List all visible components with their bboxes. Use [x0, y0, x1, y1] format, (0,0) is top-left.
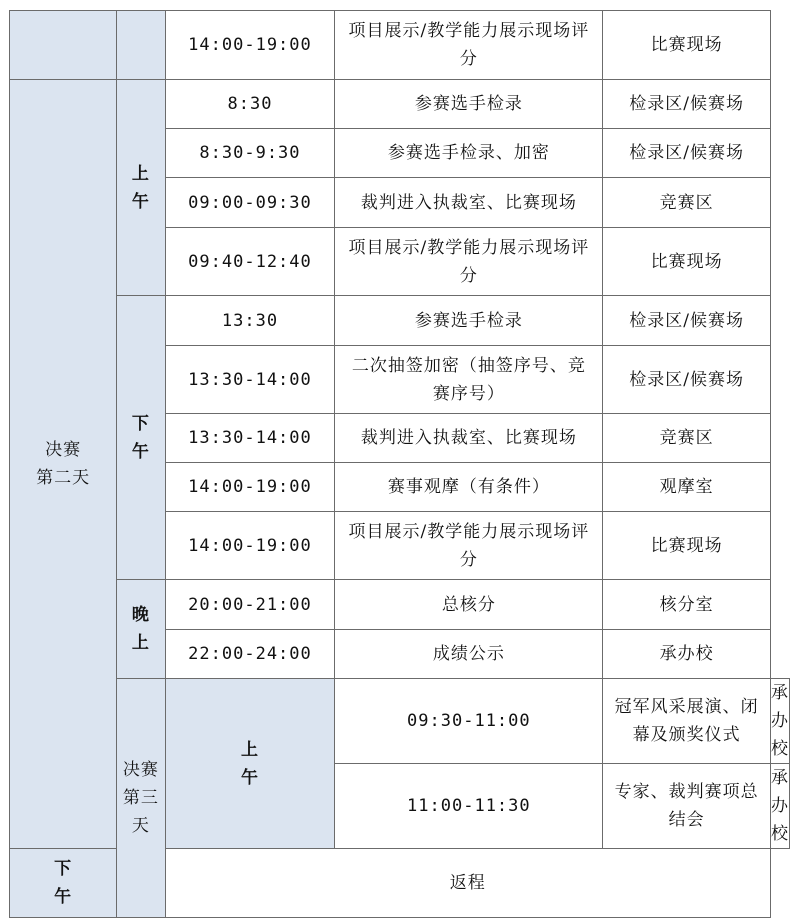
- event-text: 成绩公示: [432, 644, 505, 664]
- event-text: 冠军风采展演、闭幕及颁奖仪式: [614, 697, 759, 745]
- location-cell: 竞赛区: [603, 178, 771, 228]
- table-row: [10, 580, 790, 630]
- period-cell-empty: [117, 11, 165, 80]
- time-cell: 13:30: [165, 296, 335, 346]
- event-cell: [335, 346, 603, 414]
- day-label-line1: 决赛: [122, 760, 159, 780]
- event-text: 总核分: [441, 594, 496, 615]
- event-text: 项目展示/教学能力展示现场评分: [348, 237, 590, 286]
- event-cell: [335, 11, 603, 80]
- period-label-line1: 下: [131, 413, 150, 434]
- location-cell: 承办校: [771, 679, 790, 764]
- period-label-afternoon: [10, 849, 117, 918]
- event-cell-merged: 返程: [165, 849, 770, 918]
- event-cell: [335, 414, 603, 463]
- time-cell: 13:30-14:00: [165, 346, 335, 414]
- event-text: 参赛选手检录: [414, 310, 523, 331]
- period-label-evening: [117, 580, 165, 679]
- time-cell: 8:30-9:30: [165, 129, 335, 178]
- location-cell: 比赛现场: [603, 11, 771, 80]
- time-cell: 14:00-19:00: [165, 11, 335, 80]
- table-row: [10, 11, 790, 80]
- event-text: 参赛选手检录、加密: [387, 143, 550, 163]
- location-cell: 检录区/候赛场: [603, 296, 771, 346]
- schedule-table: [9, 10, 790, 918]
- event-text: 项目展示/教学能力展示现场评分: [348, 21, 590, 69]
- event-cell: [603, 764, 771, 849]
- period-label-line1: 晚: [131, 605, 150, 625]
- location-cell: 检录区/候赛场: [603, 129, 771, 178]
- table-row: [10, 296, 790, 346]
- period-label-line2: 上: [131, 633, 150, 653]
- day-label-line1: 决赛: [45, 440, 82, 460]
- day-cell-empty: [10, 11, 117, 80]
- location-cell: 比赛现场: [603, 512, 771, 580]
- event-cell: [335, 463, 603, 512]
- time-cell: 22:00-24:00: [165, 630, 335, 679]
- period-label-line1: 下: [54, 859, 73, 879]
- time-cell: 09:00-09:30: [165, 178, 335, 228]
- event-cell: [335, 228, 603, 296]
- event-text: 专家、裁判赛项总结会: [614, 782, 759, 830]
- table-row: [10, 80, 790, 129]
- period-label-line2: 午: [54, 887, 73, 907]
- period-label-morning: [117, 80, 165, 296]
- event-text: 赛事观摩（有条件）: [387, 477, 550, 497]
- location-cell: 核分室: [603, 580, 771, 630]
- period-label-line2: 午: [131, 191, 150, 212]
- event-cell: [335, 296, 603, 346]
- period-label-line1: 上: [131, 163, 150, 184]
- location-cell: 承办校: [603, 630, 771, 679]
- day-label-line2: 第二天: [36, 468, 91, 488]
- time-cell: 09:30-11:00: [335, 679, 603, 764]
- time-cell: 14:00-19:00: [165, 512, 335, 580]
- location-cell: 比赛现场: [603, 228, 771, 296]
- event-cell: [335, 630, 603, 679]
- location-cell: 竞赛区: [603, 414, 771, 463]
- time-cell: 8:30: [165, 80, 335, 129]
- event-cell: [603, 679, 771, 764]
- period-label-line2: 午: [240, 767, 259, 788]
- event-text: 二次抽签加密（抽签序号、竞赛序号）: [351, 355, 586, 404]
- event-text: 参赛选手检录: [414, 94, 523, 114]
- event-cell: [335, 80, 603, 129]
- day-label-final-day2: [10, 80, 117, 849]
- time-cell: 11:00-11:30: [335, 764, 603, 849]
- event-text: 裁判进入执裁室、比赛现场: [360, 192, 577, 213]
- event-cell: [335, 178, 603, 228]
- event-cell: [335, 129, 603, 178]
- event-text: 项目展示/教学能力展示现场评分: [348, 521, 590, 570]
- time-cell: 14:00-19:00: [165, 463, 335, 512]
- period-label-line1: 上: [240, 739, 259, 760]
- location-cell: 观摩室: [603, 463, 771, 512]
- period-label-afternoon: [117, 296, 165, 580]
- period-label-morning: [165, 679, 335, 849]
- event-cell: [335, 512, 603, 580]
- day-label-line2: 第三天: [122, 788, 159, 836]
- time-cell: 09:40-12:40: [165, 228, 335, 296]
- location-cell: 检录区/候赛场: [603, 346, 771, 414]
- time-cell: 13:30-14:00: [165, 414, 335, 463]
- event-text: 裁判进入执裁室、比赛现场: [360, 428, 577, 448]
- period-label-line2: 午: [131, 441, 150, 462]
- day-label-final-day3: [117, 679, 165, 918]
- location-cell: 承办校: [771, 764, 790, 849]
- time-cell: 20:00-21:00: [165, 580, 335, 630]
- location-cell: 检录区/候赛场: [603, 80, 771, 129]
- table-row: [10, 679, 790, 764]
- event-cell: [335, 580, 603, 630]
